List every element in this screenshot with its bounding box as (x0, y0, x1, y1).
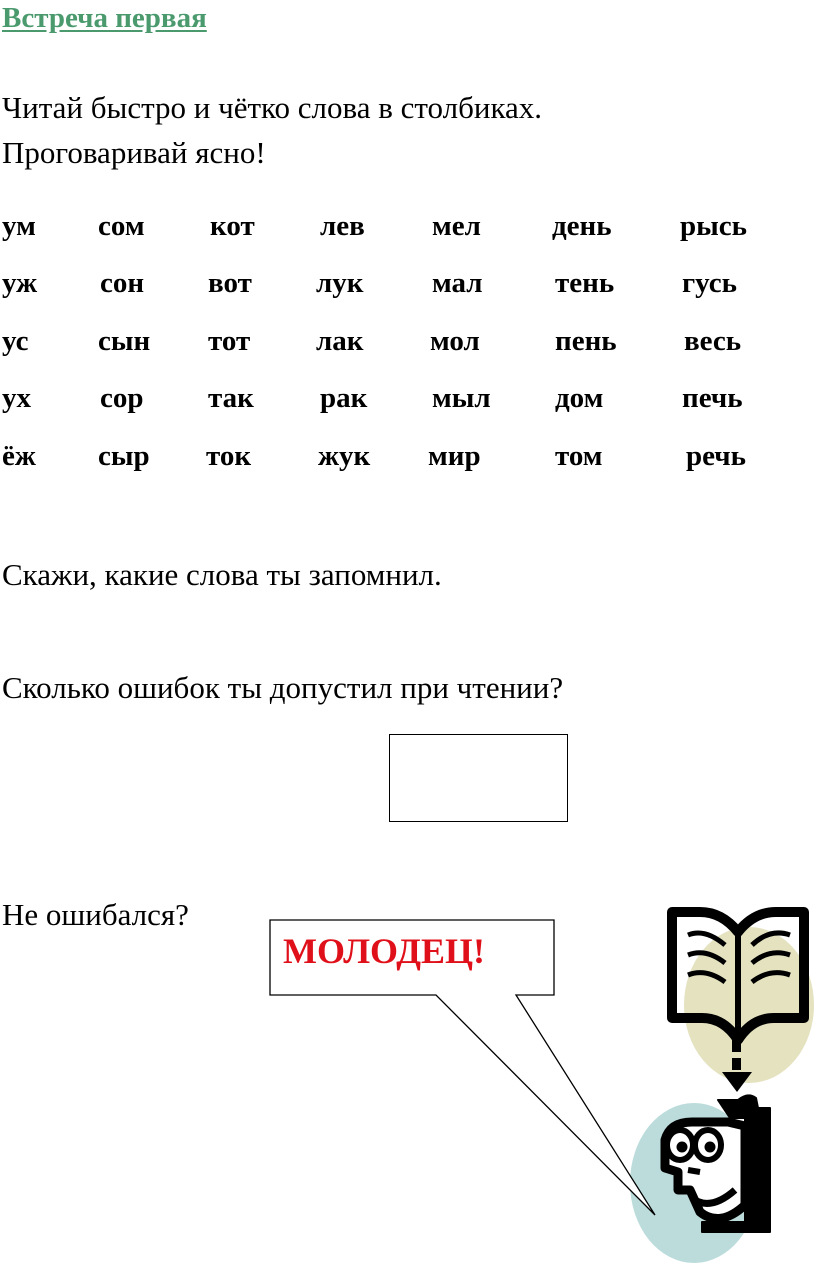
word: жук (318, 440, 371, 472)
word: ум (2, 210, 36, 242)
word: лев (320, 210, 365, 242)
word: сон (100, 267, 145, 299)
question-mistakes: Сколько ошибок ты допустил при чтении? (2, 670, 564, 705)
word: рысь (680, 210, 747, 242)
book-circle (684, 927, 814, 1083)
word: пень (555, 325, 617, 357)
word: мыл (432, 382, 491, 414)
word: мел (432, 210, 481, 242)
instruction-line-1: Читай быстро и чётко слова в столбиках. (2, 90, 543, 125)
word: рак (320, 382, 368, 414)
word: вот (208, 267, 252, 299)
word: мир (428, 440, 481, 472)
word: мол (430, 325, 480, 357)
question-remember: Скажи, какие слова ты запомнил. (2, 557, 442, 592)
word: сом (98, 210, 145, 242)
question-no-mistakes: Не ошибался? (2, 897, 189, 932)
word: ток (206, 440, 252, 472)
word: так (208, 382, 254, 414)
word: лук (316, 267, 364, 299)
word: день (552, 210, 612, 242)
word: гусь (682, 267, 737, 299)
word: речь (686, 440, 746, 472)
page-title: Встреча первая (2, 2, 207, 34)
word: тень (555, 267, 615, 299)
word: лак (316, 325, 364, 357)
word: сын (98, 325, 151, 357)
word: сыр (98, 440, 150, 472)
word: тот (208, 325, 251, 357)
word: мал (432, 267, 483, 299)
word: весь (684, 325, 742, 357)
word: ус (2, 325, 29, 357)
instruction-line-2: Проговаривай ясно! (2, 135, 266, 170)
praise-text: МОЛОДЕЦ! (283, 931, 485, 971)
word: уж (2, 267, 38, 299)
word: том (555, 440, 603, 472)
word: дом (555, 382, 604, 414)
word: ёж (2, 440, 36, 472)
word: кот (210, 210, 255, 242)
word: ух (2, 382, 31, 414)
word: сор (100, 382, 144, 414)
word: печь (682, 382, 743, 414)
